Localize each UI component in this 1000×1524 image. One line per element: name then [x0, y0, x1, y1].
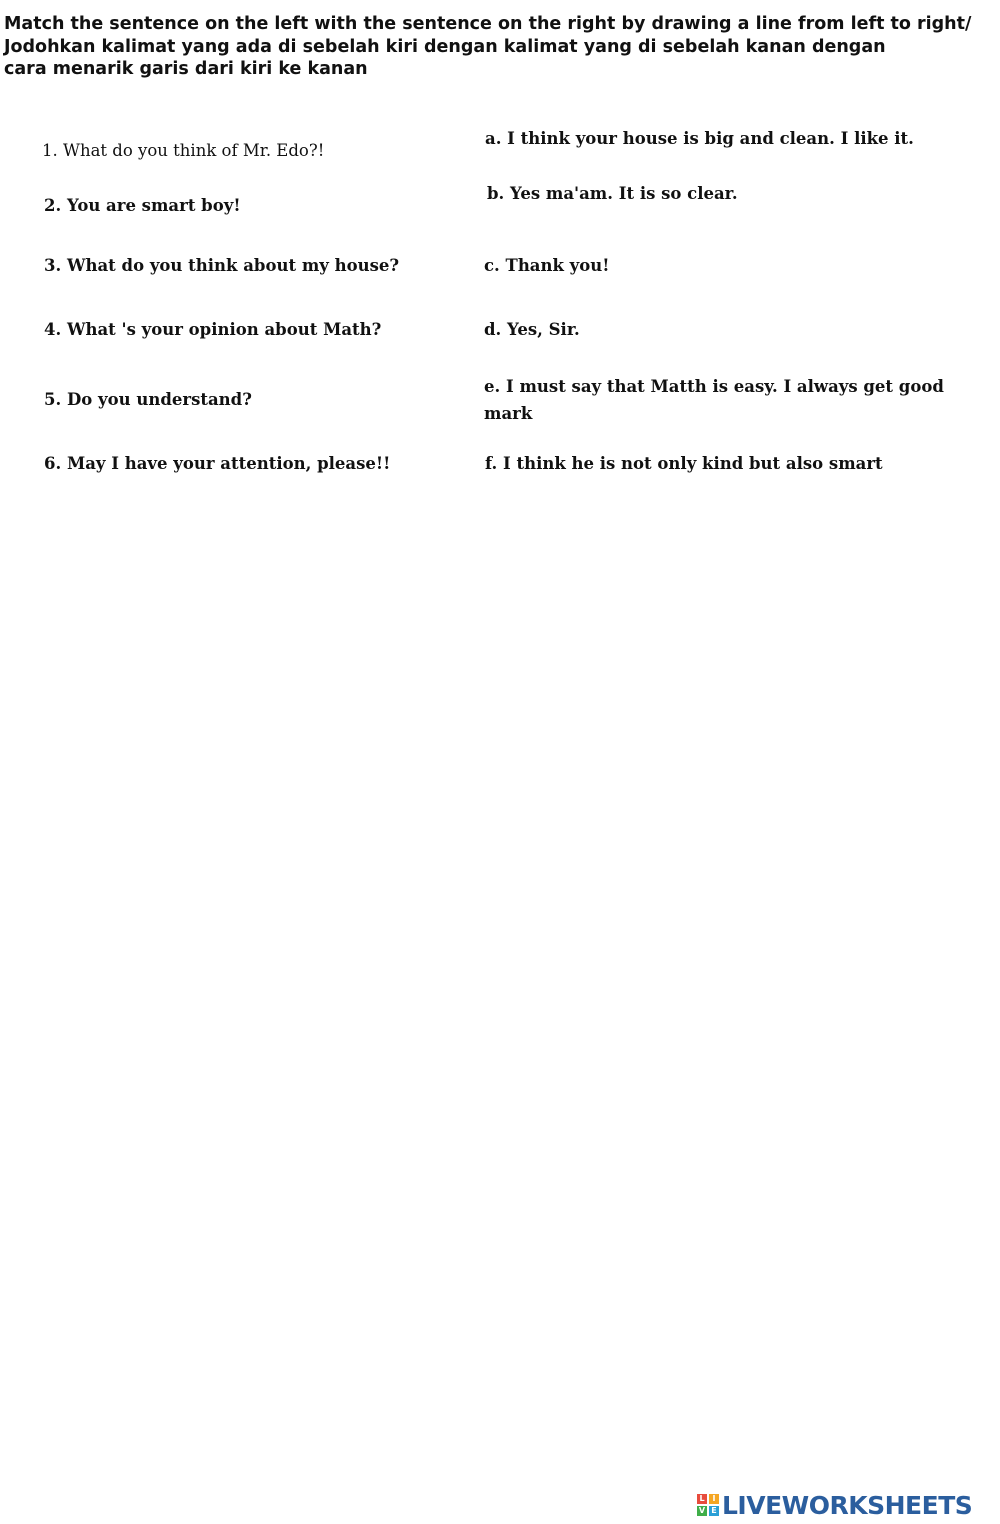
logo-letter-l: L [697, 1494, 707, 1504]
left-item-5[interactable]: 5. Do you understand? [44, 390, 252, 409]
left-item-4[interactable]: 4. What 's your opinion about Math? [44, 320, 382, 339]
liveworksheets-logo [697, 1487, 972, 1523]
right-item-f[interactable]: f. I think he is not only kind but also smart [485, 454, 883, 473]
left-item-1[interactable]: 1. What do you think of Mr. Edo?! [42, 141, 325, 160]
left-item-2[interactable]: 2. You are smart boy! [44, 196, 241, 215]
right-item-e[interactable]: e. I must say that Matth is easy. I always get good mark [484, 377, 944, 423]
instructions-line-3: cara menarik garis dari kiri ke kanan [4, 59, 368, 79]
live-logo-icon [697, 1494, 720, 1517]
logo-letter-v: V [698, 1505, 706, 1515]
logo-text: LIVEWORKSHEETS [722, 1490, 973, 1520]
left-item-3[interactable]: 3. What do you think about my house? [44, 256, 400, 275]
logo-letter-i: I [709, 1494, 719, 1504]
instructions [4, 13, 994, 81]
logo-letter-e: E [709, 1506, 719, 1516]
right-item-a[interactable]: a. I think your house is big and clean. I like it. [485, 129, 914, 148]
instructions-line-2: Jodohkan kalimat yang ada di sebelah kiri dengan kalimat yang di sebelah kanan dengan [4, 36, 886, 57]
right-item-b[interactable]: b. Yes ma'am. It is so clear. [487, 184, 738, 203]
right-item-c[interactable]: c. Thank you! [484, 256, 610, 275]
right-item-d[interactable]: d. Yes, Sir. [484, 320, 580, 339]
left-item-6[interactable]: 6. May I have your attention, please!! [44, 454, 391, 473]
instructions-line-1: Match the sentence on the left with the sentence on the right by drawing a line from left to right/ [4, 14, 972, 34]
